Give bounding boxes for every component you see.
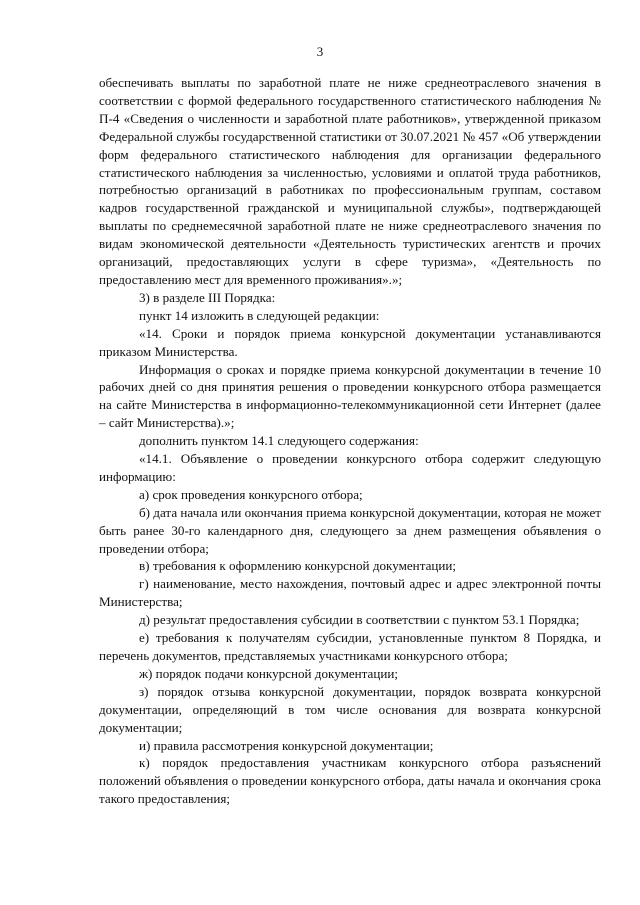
list-item-e: е) требования к получателям субсидии, установленные пунктом 8 Порядка, и перечень документов, представляемых участниками конкурсного отбора; bbox=[99, 630, 601, 663]
paragraph-point-14: «14. Сроки и порядок приема конкурсной документации устанавливаются приказом Министерства. bbox=[99, 325, 601, 359]
paragraph-point-14-1: «14.1. Объявление о проведении конкурсного отбора содержит следующую информацию: bbox=[99, 451, 601, 484]
list-item-a: а) срок проведения конкурсного отбора; bbox=[139, 486, 363, 502]
list-item-k: к) порядок предоставления участникам конкурсного отбора разъяснений положений объявления о проведении конкурсного отбора, даты начала и окончания срока такого предоставления; bbox=[99, 755, 601, 807]
list-item-d: д) результат предоставления субсидии в соответствии с пунктом 53.1 Порядка; bbox=[139, 612, 580, 628]
paragraph-point-14-intro: пункт 14 изложить в следующей редакции: bbox=[139, 307, 380, 323]
list-item-z: з) порядок отзыва конкурсной документации, порядок возврата конкурсной документации, определяющий в том числе основания для возврата конкурсной документации; bbox=[99, 683, 601, 735]
list-item-zh: ж) порядок подачи конкурсной документации; bbox=[139, 665, 399, 681]
page-number: 3 bbox=[316, 44, 324, 59]
paragraph-section-3: 3) в разделе III Порядка: bbox=[139, 289, 276, 305]
paragraph-point-14-1-intro: дополнить пунктом 14.1 следующего содержания: bbox=[139, 433, 419, 449]
document-body bbox=[99, 74, 601, 808]
list-item-g: г) наименование, место нахождения, почтовый адрес и адрес электронной почты Министерства; bbox=[99, 576, 601, 610]
list-item-v: в) требования к оформлению конкурсной документации; bbox=[139, 558, 457, 574]
list-item-b: б) дата начала или окончания приема конкурсной документации, которая не может быть ранее 30-го календарного дня, следующего за днем размещения объявления о проведении отбора; bbox=[99, 504, 601, 556]
list-item-i: и) правила рассмотрения конкурсной документации; bbox=[139, 737, 434, 753]
paragraph-1: обеспечивать выплаты по заработной плате не ниже среднеотраслевого значения в соответствии с формой федерального государственного статистического наблюдения № П-4 «Сведения о численности и заработной плате работников», утвержденной приказом Федеральной службы государственной статистики от 30.07.2021 № 457 «Об утверждении форм федерального статистического наблюдения для организации федерального статистического наблюдения за численностью, условиями и оплатой труда работников, потребностью организаций в работниках по профессиональным группам, составом кадров государственной гражданской и муниципальной службы», подтверждающей выплаты по среднемесячной заработной плате не ниже среднеотраслевого значения по видам экономической деятельности «Деятельность туристических агентств и прочих организаций, предоставляющих услуги в сфере туризма», «Деятельность по предоставлению мест для временного проживания».»; bbox=[99, 75, 601, 287]
paragraph-point-14-info: Информация о сроках и порядке приема конкурсной документации в течение 10 рабочих дней со дня принятия решения о проведении конкурсного отбора размещается на сайте Министерства в информационно-телекоммуникационной сети Интернет (далее – сайт Министерства).»; bbox=[99, 361, 601, 431]
